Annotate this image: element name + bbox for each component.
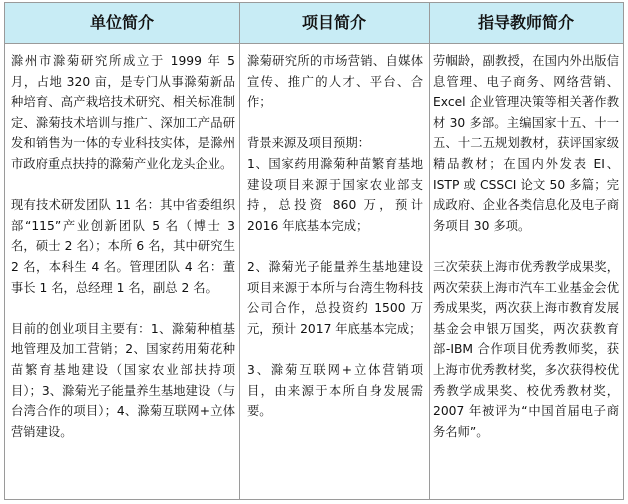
table-header-row [5,3,623,44]
unit-intro-paragraph: 滁州市滁菊研究所成立于 1999 年 5 月，占地 320 亩，是专门从事滁菊新品种培育、高产栽培技术研究、相关标准制定、滁菊技术培训与推广、深加工产品研发和销售为一体的专业科技实体，是滁州市政府重点扶持的滁菊产业化龙头企业。 [11,54,235,171]
unit-intro-cell [11,51,235,442]
project-intro-cell [247,51,423,422]
column-divider [429,3,430,499]
intro-table [4,2,624,500]
unit-projects-paragraph: 目前的创业项目主要有：1、滁菊种植基地管理及加工营销；2、国家药用菊花种苗繁育基地建设（国家农业部扶持项目）；3、滁菊光子能量养生基地建设（与台湾合作的项目）；4、滁菊互联网+立体营销建设。 [11,321,235,439]
header-unit-intro: 单位简介 [89,13,154,32]
project-summary-paragraph: 滁菊研究所的市场营销、自媒体宣传、推广的人才、平台、合作； [247,54,423,110]
project-item-2: 2、滁菊光子能量养生基地建设项目来源于本所与台湾生物科技公司合作，总投资约 1500 万元，预计 2017 年底基本完成； [247,259,423,336]
header-project-intro: 项目简介 [301,13,366,32]
project-item-1: 1、国家药用滁菊种苗繁育基地建设项目来源于国家农业部支持，总投资 860 万，预计 2016 年底基本完成； [247,156,423,233]
teacher-bio-paragraph: 劳帼龄，副教授，在国内外出版信息管理、电子商务、网络营销、Excel 企业管理决策等相关著作教材 30 多部。主编国家十五、十一五、十二五规划教材，获评国家级精品教材；在国内外发表 EI、ISTP 或 CSSCI 论文 50 多篇；完成政府、企业各类信息化及电子商务项目 30 多项。 [433,54,619,233]
teacher-intro-cell [433,51,619,442]
project-background-label: 背景来源及项目预期： [247,136,370,151]
column-divider [239,3,240,499]
header-teacher-intro: 指导教师简介 [477,13,574,32]
teacher-awards-paragraph: 三次荣获上海市优秀教学成果奖，两次荣获上海市汽车工业基金会优秀成果奖，两次获上海市教育发展基金会申银万国奖，两次获教育部-IBM 合作项目优秀教师奖，获上海市优秀教材奖，多次获得校优秀教学成果奖、校优秀教材奖，2007 年被评为“中国首届电子商务名师”。 [433,259,619,439]
project-item-3: 3、滁菊互联网+立体营销项目，由来源于本所自身发展需要。 [247,362,423,419]
unit-team-paragraph: 现有技术研发团队 11 名：其中省委组织部“115”产业创新团队 5 名（博士 3 名，硕士 2 名）；本所 6 名，其中研究生 2 名，本科生 4 名。管理团队 4 名：董事长 1 名，总经理 1 名，副总 2 名。 [11,198,235,295]
